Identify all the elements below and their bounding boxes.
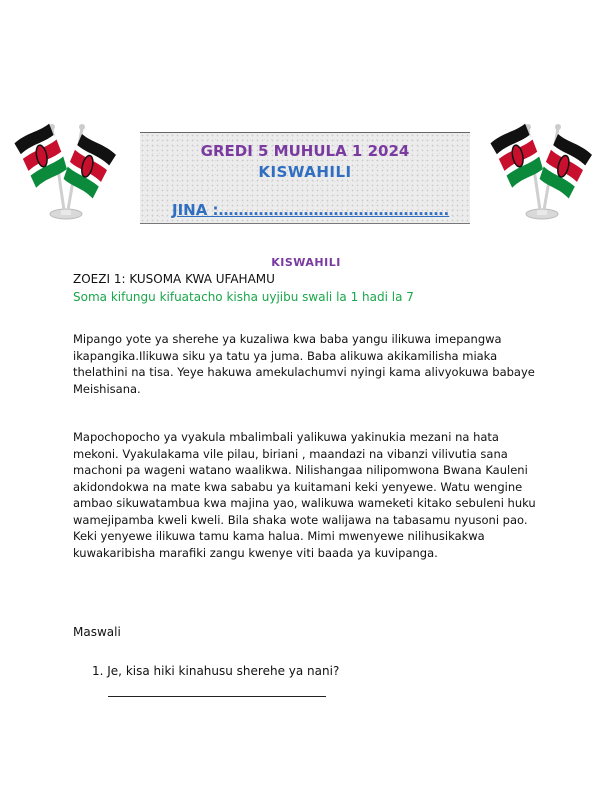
instruction-text: Soma kifungu kifuatacho kisha uyjibu swali la 1 hadi la 7 xyxy=(73,290,414,304)
questions-label: Maswali xyxy=(73,625,121,639)
passage-paragraph-2: Mapochopocho ya vyakula mbalimbali yalikuwa yakinukia mezani na hata mekoni. Vyakulakama vile pilau, biriani , maandazi na vibanzi vilivutia sana machoni pa wageni watano waalikwa. Nilishangaa nilipomwona Bwana Kauleni akidondokwa na mate kwa sababu ya kuitamani keki yenyewe. Watu wengine ambao sikuwatambua kwa majina yao, walikuwa wameketi kitako sebuleni huku wamejipamba kweli kweli. Bila shaka wote walijawa na tabasamu nyusoni pao. Keki yenyewe ilikuwa tamu kama halua. Mimi mwenyewe nilihusikakwa kuwakaribisha marafiki zangu kwenye viti baada ya kuvipanga. xyxy=(73,430,536,560)
section-title: ZOEZI 1: KUSOMA KWA UFAHAMU xyxy=(73,272,275,286)
exam-subject: KISWAHILI xyxy=(258,163,352,181)
question-1: 1. Je, kisa hiki kinahusu sherehe ya nani? xyxy=(92,664,340,678)
name-field: JINA :………………………………………. xyxy=(172,201,450,219)
exam-title: GREDI 5 MUHULA 1 2024 xyxy=(200,142,410,160)
kenya-flags-left-icon xyxy=(2,118,130,222)
subject-heading: KISWAHILI xyxy=(271,256,341,269)
passage-paragraph-1: Mipango yote ya sherehe ya kuzaliwa kwa baba yangu ilikuwa imepangwa ikapangika.Ilikuwa siku ya tatu ya juma. Baba alikuwa akikamilisha miaka thelathini na tisa. Yeye hakuwa amekulachumvi nyingi kama alivyokuwa babaye Meishisana. xyxy=(73,332,535,396)
kenya-flags-right-icon xyxy=(478,118,606,222)
header-banner xyxy=(140,132,470,224)
answer-line-1 xyxy=(108,696,326,697)
